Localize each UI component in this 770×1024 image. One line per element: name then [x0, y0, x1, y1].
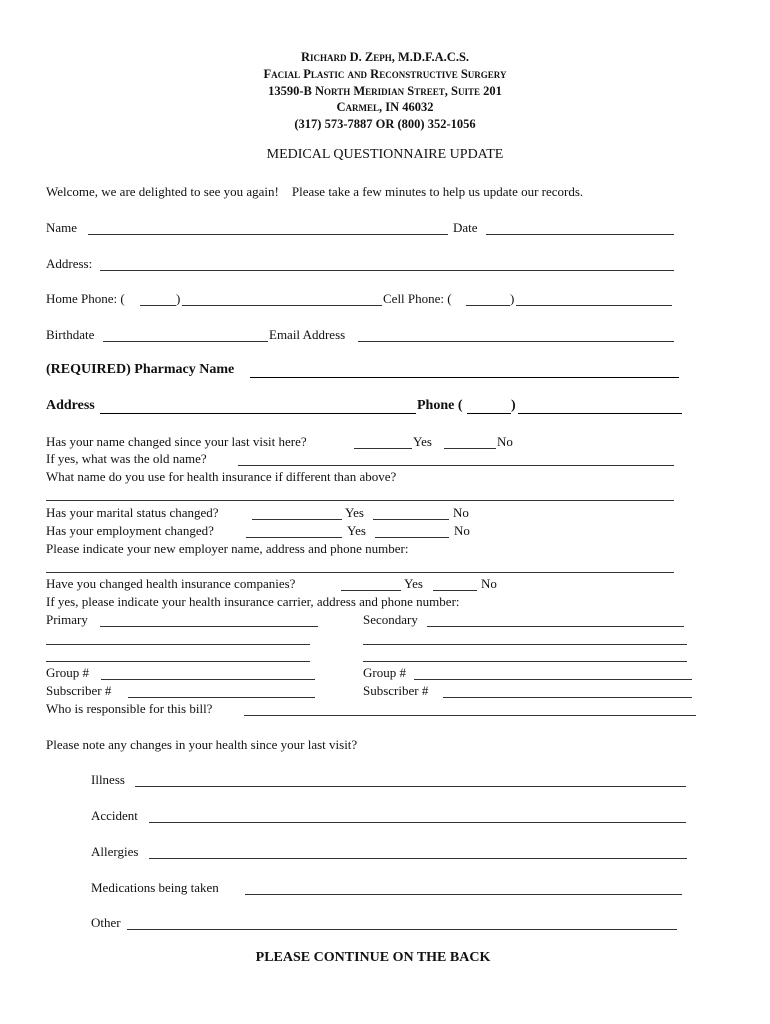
practice-city: Carmel, IN 46032 — [336, 100, 434, 114]
primary-field[interactable] — [100, 626, 318, 627]
employment-no-label: No — [454, 523, 470, 538]
cell-phone-close: ) — [510, 291, 515, 306]
insurance-name-label: What name do you use for health insurance if different than above? — [46, 469, 397, 484]
home-phone-area-field[interactable] — [140, 305, 176, 306]
pharmacy-phone-close: ) — [511, 398, 516, 413]
responsible-label: Who is responsible for this bill? — [46, 701, 213, 716]
pharmacy-phone-area-field[interactable] — [467, 413, 511, 414]
pharmacy-name-label: (REQUIRED) Pharmacy Name — [46, 362, 235, 377]
other-label: Other — [91, 915, 121, 930]
practice-phones: (317) 573-7887 OR (800) 352-1056 — [294, 117, 476, 131]
insurance-changed-yes-label: Yes — [404, 576, 423, 591]
employer-info-field[interactable] — [46, 572, 674, 573]
home-phone-field[interactable] — [182, 305, 382, 306]
insurance-name-field[interactable] — [46, 500, 674, 501]
employment-question: Has your employment changed? — [46, 523, 214, 538]
insurance-changed-question: Have you changed health insurance companies? — [46, 576, 296, 591]
secondary-field[interactable] — [427, 626, 684, 627]
employment-yes-field[interactable] — [246, 537, 342, 538]
health-intro: Please note any changes in your health since your last visit? — [46, 737, 358, 752]
old-name-label: If yes, what was the old name? — [46, 451, 207, 466]
name-changed-yes-field[interactable] — [354, 448, 412, 449]
cell-phone-label: Cell Phone: ( — [383, 291, 452, 306]
medications-label: Medications being taken — [91, 880, 219, 895]
primary-label: Primary — [46, 612, 88, 627]
name-changed-question: Has your name changed since your last visit here? — [46, 434, 307, 449]
insurance-changed-no-label: No — [481, 576, 497, 591]
insurance-changed-no-field[interactable] — [433, 590, 477, 591]
primary-subscriber-label: Subscriber # — [46, 683, 112, 698]
accident-label: Accident — [91, 808, 138, 823]
pharmacy-address-label: Address — [46, 398, 95, 413]
name-changed-no-field[interactable] — [444, 448, 496, 449]
secondary-group-field[interactable] — [414, 679, 692, 680]
old-name-field[interactable] — [238, 465, 674, 466]
home-phone-label: Home Phone: ( — [46, 291, 125, 306]
pharmacy-phone-field[interactable] — [518, 413, 682, 414]
marital-no-field[interactable] — [373, 519, 449, 520]
illness-label: Illness — [91, 772, 125, 787]
secondary-subscriber-label: Subscriber # — [363, 683, 429, 698]
marital-yes-field[interactable] — [252, 519, 342, 520]
name-changed-yes-label: Yes — [413, 434, 432, 449]
employment-yes-label: Yes — [347, 523, 366, 538]
primary-line-2[interactable] — [46, 644, 310, 645]
allergies-label: Allergies — [91, 844, 139, 859]
continue-notice: PLEASE CONTINUE ON THE BACK — [255, 950, 491, 965]
allergies-field[interactable] — [149, 858, 687, 859]
cell-phone-field[interactable] — [516, 305, 672, 306]
name-field[interactable] — [88, 234, 448, 235]
address-field[interactable] — [100, 270, 674, 271]
accident-field[interactable] — [149, 822, 686, 823]
birthdate-field[interactable] — [103, 341, 268, 342]
email-field[interactable] — [358, 341, 674, 342]
primary-line-3[interactable] — [46, 661, 310, 662]
secondary-subscriber-field[interactable] — [443, 697, 692, 698]
welcome-text: Welcome, we are delighted to see you again! Please take a few minutes to help us update our records. — [46, 184, 584, 199]
pharmacy-phone-label: Phone ( — [417, 398, 463, 413]
name-changed-no-label: No — [497, 434, 513, 449]
primary-group-label: Group # — [46, 665, 89, 680]
pharmacy-name-field[interactable] — [250, 377, 679, 378]
responsible-field[interactable] — [244, 715, 696, 716]
marital-question: Has your marital status changed? — [46, 505, 219, 520]
medications-field[interactable] — [245, 894, 682, 895]
date-field[interactable] — [486, 234, 674, 235]
doctor-name: Richard D. Zeph, M.D.F.A.C.S. — [300, 50, 470, 64]
email-label: Email Address — [269, 327, 346, 342]
illness-field[interactable] — [135, 786, 686, 787]
other-field[interactable] — [127, 929, 677, 930]
secondary-group-label: Group # — [363, 665, 406, 680]
marital-no-label: No — [453, 505, 469, 520]
secondary-line-2[interactable] — [363, 644, 687, 645]
marital-yes-label: Yes — [345, 505, 364, 520]
name-label: Name — [46, 220, 78, 235]
secondary-line-3[interactable] — [363, 661, 687, 662]
practice-street: 13590-B North Meridian Street, Suite 201 — [268, 84, 502, 98]
employment-no-field[interactable] — [375, 537, 449, 538]
address-label: Address: — [46, 256, 93, 271]
home-phone-close: ) — [176, 291, 181, 306]
pharmacy-address-field[interactable] — [100, 413, 416, 414]
primary-group-field[interactable] — [101, 679, 315, 680]
insurance-changed-yes-field[interactable] — [341, 590, 401, 591]
birthdate-label: Birthdate — [46, 327, 95, 342]
carrier-info-label: If yes, please indicate your health insurance carrier, address and phone number: — [46, 594, 460, 609]
cell-phone-area-field[interactable] — [466, 305, 510, 306]
secondary-label: Secondary — [363, 612, 418, 627]
date-label: Date — [453, 220, 478, 235]
primary-subscriber-field[interactable] — [128, 697, 315, 698]
form-title: MEDICAL QUESTIONNAIRE UPDATE — [266, 147, 504, 162]
employer-info-label: Please indicate your new employer name, address and phone number: — [46, 541, 409, 556]
practice-name: Facial Plastic and Reconstructive Surgery — [263, 67, 507, 81]
